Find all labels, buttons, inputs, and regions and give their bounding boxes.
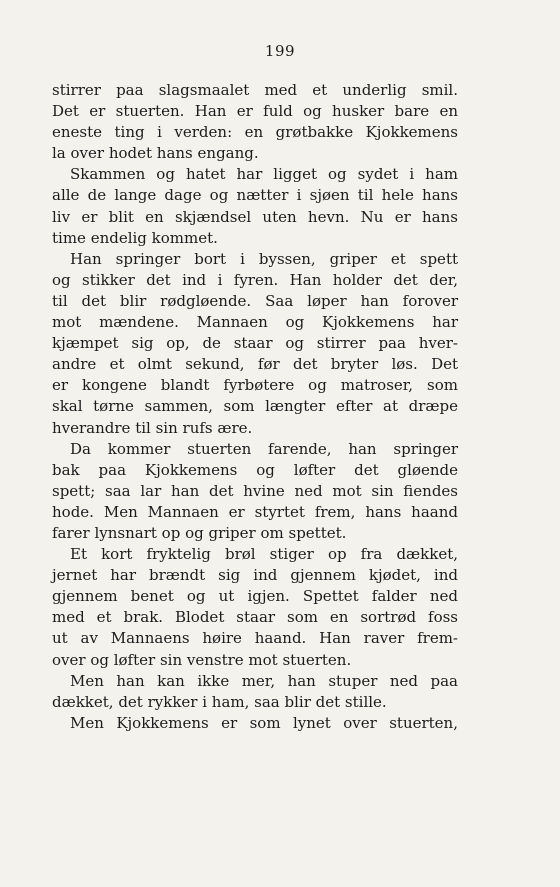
- text-line: til det blir rødgløende. Saa løper han forover: [52, 291, 458, 310]
- text-line: Det er stuerten. Han er fuld og husker bare en: [52, 102, 458, 121]
- text-line: Men han kan ikke mer, han stuper ned paa: [70, 671, 458, 690]
- text-line: farer lynsnart op og griper om spettet.: [52, 523, 347, 542]
- text-line: la over hodet hans engang.: [52, 144, 259, 163]
- text-line: over og løfter sin venstre mot stuerten.: [52, 650, 352, 669]
- text-line: ut av Mannaens høire haand. Han raver frem-: [52, 629, 458, 648]
- text-line: kjæmpet sig op, de staar og stirrer paa hver-: [52, 334, 458, 353]
- text-line: Da kommer stuerten farende, han springer: [70, 439, 458, 458]
- text-line: er kongene blandt fyrbøtere og matroser, som: [52, 376, 458, 395]
- text-line: skal tørne sammen, som længter efter at dræpe: [52, 397, 458, 416]
- text-line: hverandre til sin rufs ære.: [52, 418, 253, 437]
- text-line: stirrer paa slagsmaalet med et underlig smil.: [52, 81, 458, 99]
- text-line: time endelig kommet.: [52, 228, 218, 247]
- text-line: dækket, det rykker i ham, saa blir det stille.: [52, 692, 387, 711]
- text-line: Han springer bort i byssen, griper et spett: [70, 249, 458, 268]
- text-line: og stikker det ind i fyren. Han holder det der,: [52, 270, 458, 289]
- text-line: mot mændene. Mannaen og Kjokkemens har: [52, 313, 458, 332]
- text-line: spett; saa lar han det hvine ned mot sin fiendes: [52, 481, 458, 500]
- text-line: bak paa Kjokkemens og løfter det gløende: [52, 460, 458, 479]
- text-line: med et brak. Blodet staar som en sortrød foss: [52, 608, 458, 627]
- text-line: alle de lange dage og nætter i sjøen til hele hans: [52, 186, 458, 205]
- text-line: gjennem benet og ut igjen. Spettet falder ned: [52, 587, 458, 606]
- text-line: jernet har brændt sig ind gjennem kjødet, ind: [52, 566, 458, 585]
- text-line: hode. Men Mannaen er styrtet frem, hans haand: [52, 502, 458, 521]
- text-line: andre et olmt sekund, før det bryter løs. Det: [52, 355, 458, 374]
- text-line: liv er blit en skjændsel uten hevn. Nu er hans: [52, 207, 458, 226]
- page-number: 199: [264, 42, 296, 60]
- text-line: eneste ting i verden: en grøtbakke Kjokkemens: [52, 123, 458, 142]
- text-line: Men Kjokkemens er som lynet over stuerten,: [70, 713, 458, 732]
- body-text: [52, 80, 458, 734]
- text-line: Skammen og hatet har ligget og sydet i ham: [70, 165, 458, 184]
- text-line: Et kort fryktelig brøl stiger op fra dækket,: [70, 545, 458, 564]
